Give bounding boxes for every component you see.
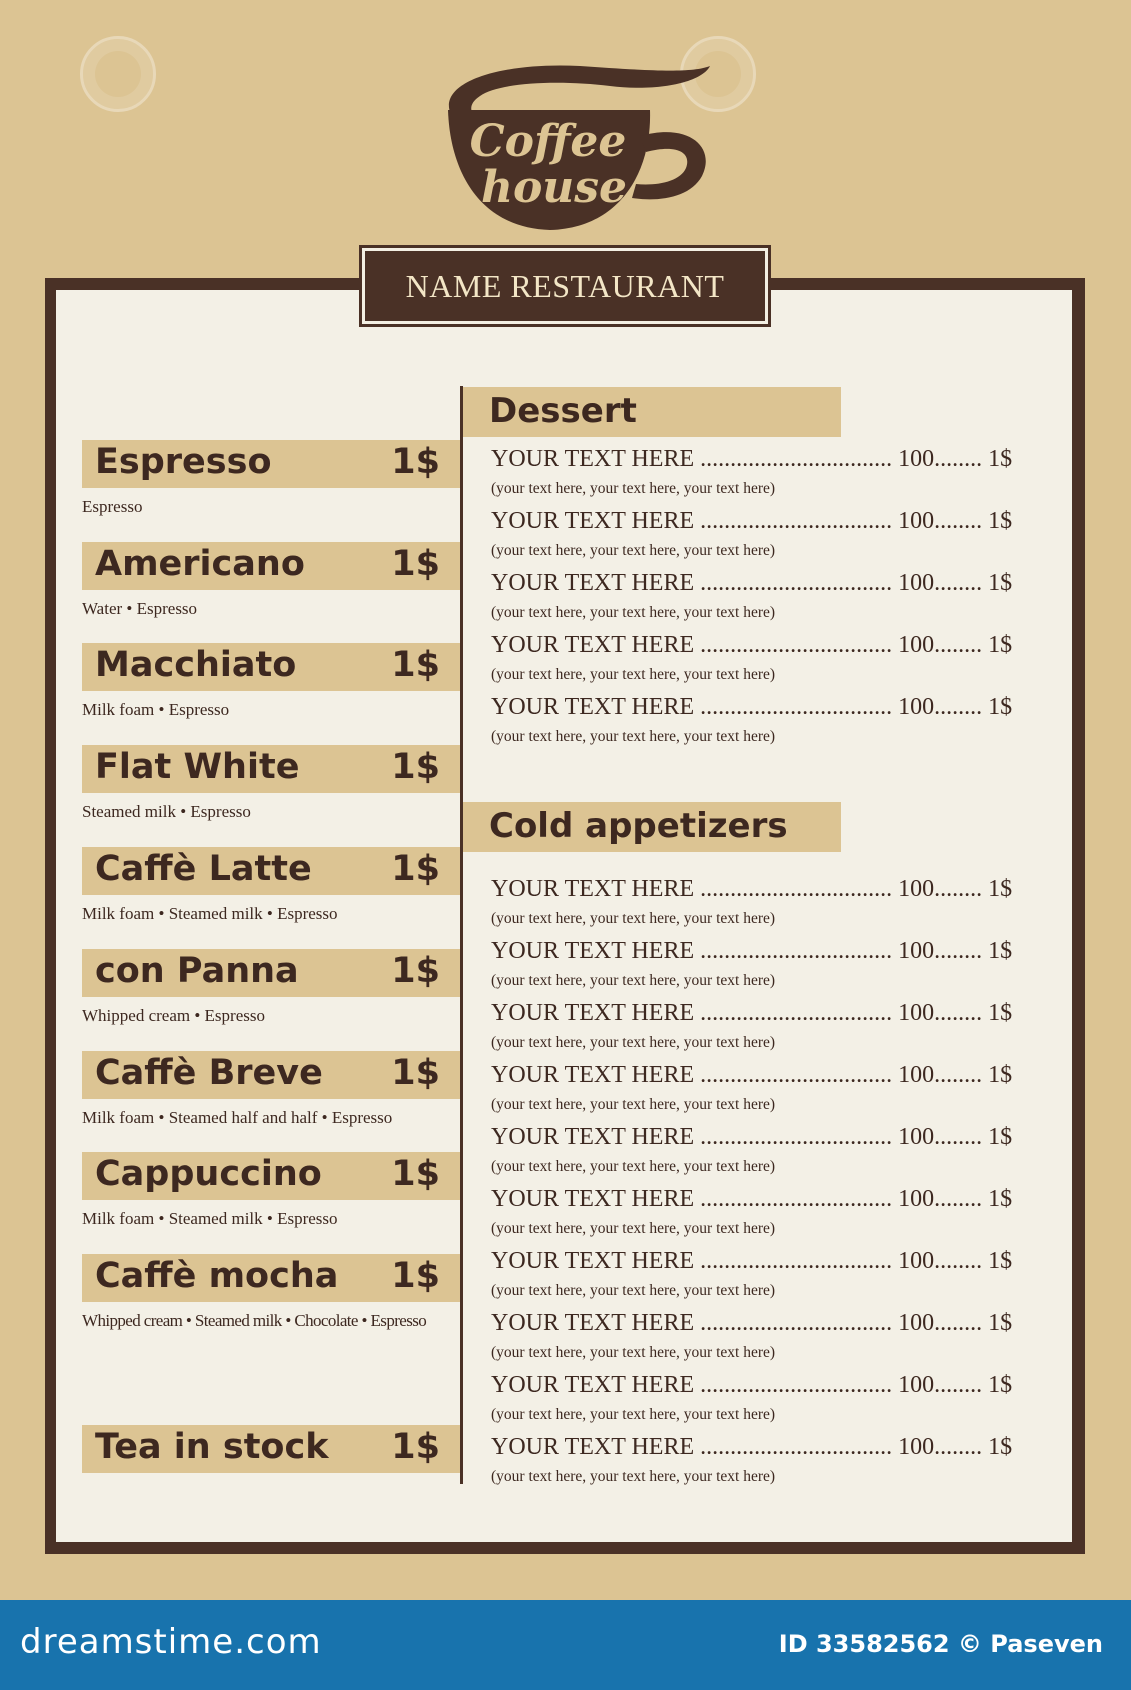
column-divider [460,386,463,1484]
coffee-item-bar [82,643,460,691]
logo-line2: house [480,162,628,213]
appetizer-row: YOUR TEXT HERE ................................ 100........ 1$ [491,1062,1013,1088]
dessert-title: Dessert [489,391,637,431]
watermark-band [0,1600,1131,1690]
coffee-item-price: 1$ [391,442,440,482]
appetizer-row: YOUR TEXT HERE ................................ 100........ 1$ [491,1000,1013,1026]
coffee-item-desc: Whipped cream • Steamed milk • Chocolate • Espresso [82,1311,427,1330]
coffee-item-desc: Milk foam • Espresso [82,700,230,719]
dessert-row: YOUR TEXT HERE ................................ 100........ 1$ [491,632,1013,658]
dessert-row-desc: (your text here, your text here, your text here) [491,604,776,621]
coffee-item-bar [82,949,460,997]
coffee-item-price: 1$ [391,1053,440,1093]
logo-line1: Coffee [469,116,627,167]
appetizer-row-desc: (your text here, your text here, your text here) [491,1344,776,1361]
dessert-row: YOUR TEXT HERE ................................ 100........ 1$ [491,694,1013,720]
restaurant-name-plate [362,248,768,324]
dessert-row-desc: (your text here, your text here, your text here) [491,728,776,745]
coffee-item-bar [82,847,460,895]
coffee-item-desc: Water • Espresso [82,599,198,618]
coffee-item-price: 1$ [391,951,440,991]
dessert-row: YOUR TEXT HERE ................................ 100........ 1$ [491,508,1013,534]
appetizer-row: YOUR TEXT HERE ................................ 100........ 1$ [491,938,1013,964]
coffee-item-name: Macchiato [95,645,297,685]
restaurant-name: NAME RESTAURANT [405,267,725,304]
cold-appetizers-title: Cold appetizers [489,806,788,846]
watermark-swirl-icon [80,36,156,112]
coffee-item-desc: Milk foam • Steamed half and half • Espresso [82,1108,393,1127]
appetizer-row-desc: (your text here, your text here, your text here) [491,1096,776,1113]
coffee-item-name: Flat White [95,747,300,787]
appetizer-row-desc: (your text here, your text here, your text here) [491,972,776,989]
coffee-cup-icon [440,52,730,242]
appetizer-row: YOUR TEXT HERE ................................ 100........ 1$ [491,1124,1013,1150]
appetizer-row-desc: (your text here, your text here, your text here) [491,1220,776,1237]
coffee-item-bar [82,1254,460,1302]
coffee-item-desc: Milk foam • Steamed milk • Espresso [82,904,338,923]
coffee-item-price: 1$ [391,1154,440,1194]
watermark-site: dreamstime.com [20,1622,322,1662]
appetizer-row: YOUR TEXT HERE ................................ 100........ 1$ [491,1310,1013,1336]
appetizer-row-desc: (your text here, your text here, your text here) [491,1406,776,1423]
coffee-item-price: 1$ [391,645,440,685]
coffee-item-name: Caffè Breve [95,1053,323,1093]
coffee-item-price: 1$ [391,849,440,889]
dessert-row-desc: (your text here, your text here, your text here) [491,542,776,559]
coffee-item-name: Cappuccino [95,1154,322,1194]
coffee-item-bar [82,1051,460,1099]
coffee-item-desc: Whipped cream • Espresso [82,1006,265,1025]
appetizer-row: YOUR TEXT HERE ................................ 100........ 1$ [491,876,1013,902]
dessert-row-desc: (your text here, your text here, your text here) [491,666,776,683]
coffee-item-name: Espresso [95,442,272,482]
cold-appetizers-header [463,802,841,852]
appetizer-row-desc: (your text here, your text here, your text here) [491,1282,776,1299]
appetizer-row-desc: (your text here, your text here, your text here) [491,910,776,927]
coffee-item-price: 1$ [391,747,440,787]
coffee-item-price: 1$ [391,1256,440,1296]
coffee-item-bar [82,542,460,590]
appetizer-row: YOUR TEXT HERE ................................ 100........ 1$ [491,1434,1013,1460]
coffee-item-name: Caffè mocha [95,1256,339,1296]
appetizer-row: YOUR TEXT HERE ................................ 100........ 1$ [491,1372,1013,1398]
coffee-item-bar [82,745,460,793]
coffee-item-desc: Steamed milk • Espresso [82,802,251,821]
dessert-row: YOUR TEXT HERE ................................ 100........ 1$ [491,570,1013,596]
dessert-row-desc: (your text here, your text here, your text here) [491,480,776,497]
tea-bar [82,1425,460,1473]
appetizer-row-desc: (your text here, your text here, your text here) [491,1158,776,1175]
appetizer-row: YOUR TEXT HERE ................................ 100........ 1$ [491,1186,1013,1212]
coffee-item-name: con Panna [95,951,299,991]
appetizer-row: YOUR TEXT HERE ................................ 100........ 1$ [491,1248,1013,1274]
appetizer-row-desc: (your text here, your text here, your text here) [491,1468,776,1485]
coffee-item-bar [82,1152,460,1200]
dessert-row: YOUR TEXT HERE ................................ 100........ 1$ [491,446,1013,472]
coffee-item-name: Caffè Latte [95,849,312,889]
tea-price: 1$ [391,1427,440,1467]
coffee-item-price: 1$ [391,544,440,584]
watermark-id: ID 33582562 © Paseven [778,1630,1103,1658]
coffee-item-desc: Espresso [82,497,143,516]
dessert-header [463,387,841,437]
coffee-item-desc: Milk foam • Steamed milk • Espresso [82,1209,338,1228]
coffee-item-name: Americano [95,544,305,584]
appetizer-row-desc: (your text here, your text here, your text here) [491,1034,776,1051]
tea-name: Tea in stock [95,1427,329,1467]
coffee-item-bar [82,440,460,488]
